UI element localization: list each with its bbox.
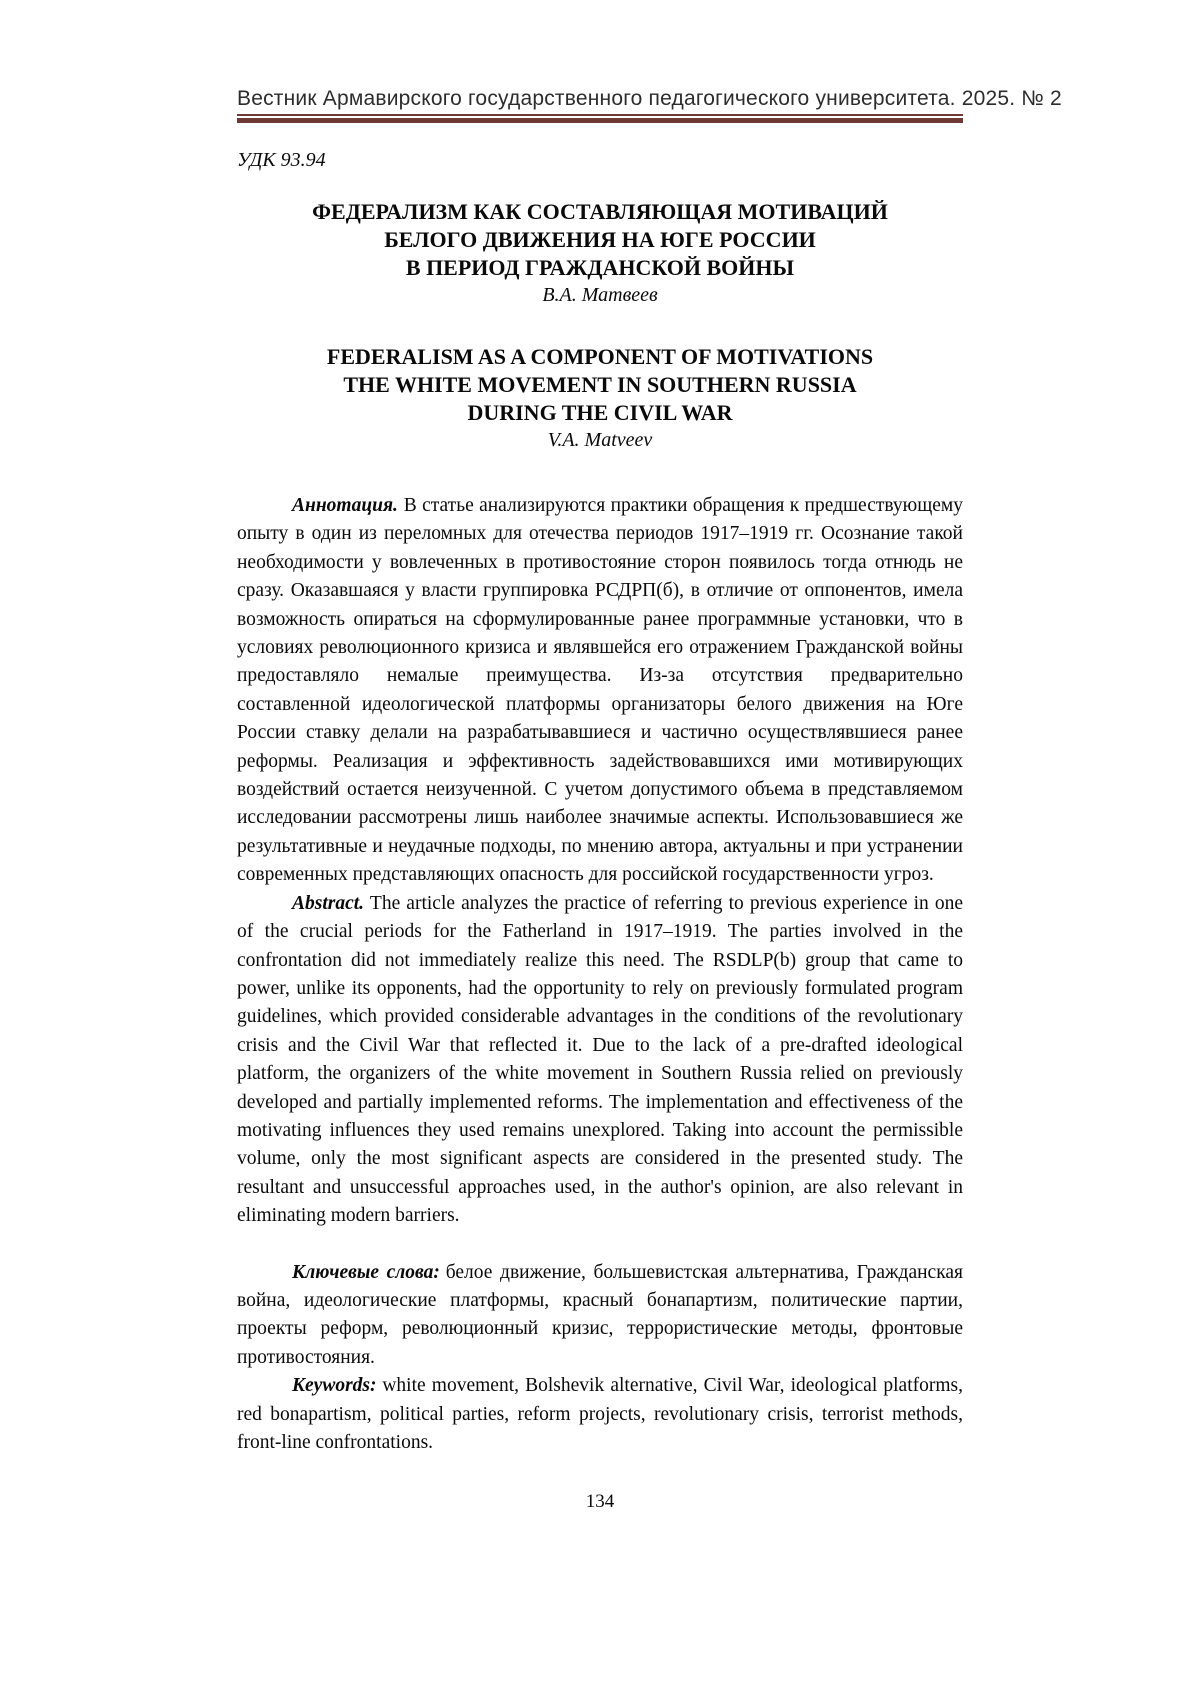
abstract-en-text: The article analyzes the practice of referring to previous experience in one of the crucial periods for the Fatherland in 1917–1919. The parties involved in the confrontation did not immediately realize this need. The RSDLP(b) group that came to power, unlike its opponents, had the opportunity to rely on previously formulated program guidelines, which provided considerable advantages in the conditions of the revolutionary crisis and the Civil War that reflected it. Due to the lack of a pre-drafted ideological platform, the organizers of the white movement in Southern Russia relied on previously developed and partially implemented reforms. The implementation and effectiveness of the motivating influences they used remains unexplored. Taking into account the permissible volume, only the most significant aspects are considered in the presented study. The resultant and unsuccessful approaches used, in the author's opinion, are also relevant in eliminating modern barriers. xyxy=(237,892,963,1227)
abstract-en-label: Abstract. xyxy=(292,892,365,914)
author-ru: В.А. Матвеев xyxy=(542,284,658,306)
title-en-line-1: FEDERALISM AS A COMPONENT OF MOTIVATIONS xyxy=(326,344,874,369)
title-en-line-3: DURING THE CIVIL WAR xyxy=(467,400,733,425)
abstract-section xyxy=(237,492,963,1231)
abstract-ru-paragraph xyxy=(237,492,963,890)
keywords-ru-text: белое движение, большевистская альтернатива, Гражданская война, идеологические платформы, красный бонапартизм, политические партии, проекты реформ, революционный кризис, террористические методы, фронтовые противостояния. xyxy=(237,1261,963,1368)
article-title-en xyxy=(237,343,963,454)
author-en: V.A. Matveev xyxy=(547,429,653,451)
keywords-en-text: white movement, Bolshevik alternative, Civil War, ideological platforms, red bonapartism, political parties, reform projects, revolutionary crisis, terrorist methods, front-line confrontations. xyxy=(237,1375,963,1453)
title-en-line-2: THE WHITE MOVEMENT IN SOUTHERN RUSSIA xyxy=(343,372,857,397)
journal-running-head: Вестник Армавирского государственного педагогического университета. 2025. № 2 xyxy=(237,87,1062,110)
udc-code: УДК 93.94 xyxy=(237,149,326,171)
title-ru-line-3: В ПЕРИОД ГРАЖДАНСКОЙ ВОЙНЫ xyxy=(405,255,795,280)
article-title-ru xyxy=(237,198,963,309)
keywords-ru-label: Ключевые слова: xyxy=(292,1261,440,1283)
page-number: 134 xyxy=(585,1491,615,1513)
title-ru-line-2: БЕЛОГО ДВИЖЕНИЯ НА ЮГЕ РОССИИ xyxy=(384,227,816,252)
abstract-en-paragraph xyxy=(237,890,963,1231)
keywords-section xyxy=(237,1259,963,1458)
title-ru-line-1: ФЕДЕРАЛИЗМ КАК СОСТАВЛЯЮЩАЯ МОТИВАЦИЙ xyxy=(312,199,888,224)
abstract-ru-label: Аннотация. xyxy=(292,495,398,516)
header-rule-thick xyxy=(237,118,963,123)
keywords-en-paragraph xyxy=(237,1372,963,1457)
header-rule-thin xyxy=(237,114,963,116)
abstract-ru-text: В статье анализируются практики обращения к предшествующему опыту в один из переломных для отечества периодов 1917–1919 гг. Осознание такой необходимости у вовлеченных в противостояние сторон появилось тогда отнюдь не сразу. Оказавшаяся у власти группировка РСДРП(б), в отличие от оппонентов, имела возможность опираться на сформулированные ранее программные установки, что в условиях революционного кризиса и являвшейся его отражением Гражданской войны предоставляло немалые преимущества. Из-за отсутствия предварительно составленной идеологической платформы организаторы белого движения на Юге России ставку делали на разрабатывавшиеся и частично осуществлявшиеся ранее реформы. Реализация и эффективность задействовавшихся ими мотивирующих воздействий остается неизученной. С учетом допустимого объема в представляемом исследовании рассмотрены лишь наиболее значимые аспекты. Использовавшиеся же результативные и неудачные подходы, по мнению автора, актуальны и при устранении современных представляющих опасность для российской государственности угроз. xyxy=(237,495,963,886)
keywords-ru-paragraph xyxy=(237,1259,963,1373)
keywords-en-label: Keywords: xyxy=(292,1375,377,1397)
